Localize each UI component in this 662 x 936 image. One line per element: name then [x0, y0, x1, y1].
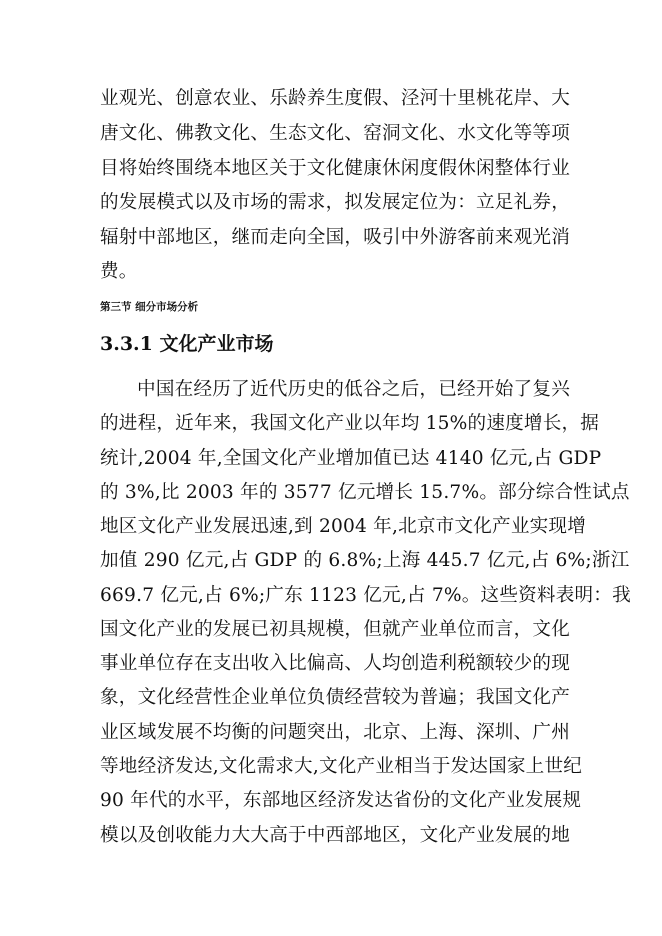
- body-line: 国文化产业的发展已初具规模，但就产业单位而言，文化: [100, 619, 570, 640]
- body-line: 669.7 亿元,占 6%;广东 1123 亿元,占 7%。这些资料表明：我: [100, 585, 631, 606]
- body-line: 加值 290 亿元,占 GDP 的 6.8%;上海 445.7 亿元,占 6%;浙江: [100, 550, 630, 571]
- subsection-heading: 3.3.1 文化产业市场: [100, 333, 274, 355]
- body-line: 中国在经历了近代历史的低谷之后，已经开始了复兴: [137, 379, 570, 400]
- intro-line: 目将始终围绕本地区关于文化健康休闲度假休闲整体行业: [100, 158, 570, 179]
- intro-line: 费。: [100, 261, 138, 282]
- body-line: 事业单位存在支出收入比偏高、人均创造利税额较少的现: [100, 653, 570, 674]
- intro-line: 辐射中部地区，继而走向全国，吸引中外游客前来观光消: [100, 227, 570, 248]
- body-line: 统计,2004 年,全国文化产业增加值已达 4140 亿元,占 GDP: [100, 448, 602, 469]
- intro-line: 业观光、创意农业、乐龄养生度假、泾河十里桃花岸、大: [100, 88, 570, 109]
- body-line: 模以及创收能力大大高于中西部地区，文化产业发展的地: [100, 825, 570, 846]
- body-line: 业区域发展不均衡的问题突出，北京、上海、深圳、广州: [100, 722, 570, 743]
- body-line: 90 年代的水平，东部地区经济发达省份的文化产业发展规: [100, 790, 582, 811]
- section-label: 第三节 细分市场分析: [100, 301, 199, 313]
- body-line: 地区文化产业发展迅速,到 2004 年,北京市文化产业实现增: [100, 516, 587, 537]
- body-line: 的进程，近年来，我国文化产业以年均 15%的速度增长，据: [100, 413, 600, 434]
- intro-line: 唐文化、佛教文化、生态文化、窑洞文化、水文化等等项: [100, 123, 570, 144]
- body-line: 的 3%,比 2003 年的 3577 亿元增长 15.7%。部分综合性试点: [100, 482, 630, 503]
- body-line: 象，文化经营性企业单位负债经营较为普遍；我国文化产: [100, 687, 570, 708]
- intro-line: 的发展模式以及市场的需求，拟发展定位为：立足礼券，: [100, 192, 570, 213]
- body-line: 等地经济发达,文化需求大,文化产业相当于发达国家上世纪: [100, 756, 583, 777]
